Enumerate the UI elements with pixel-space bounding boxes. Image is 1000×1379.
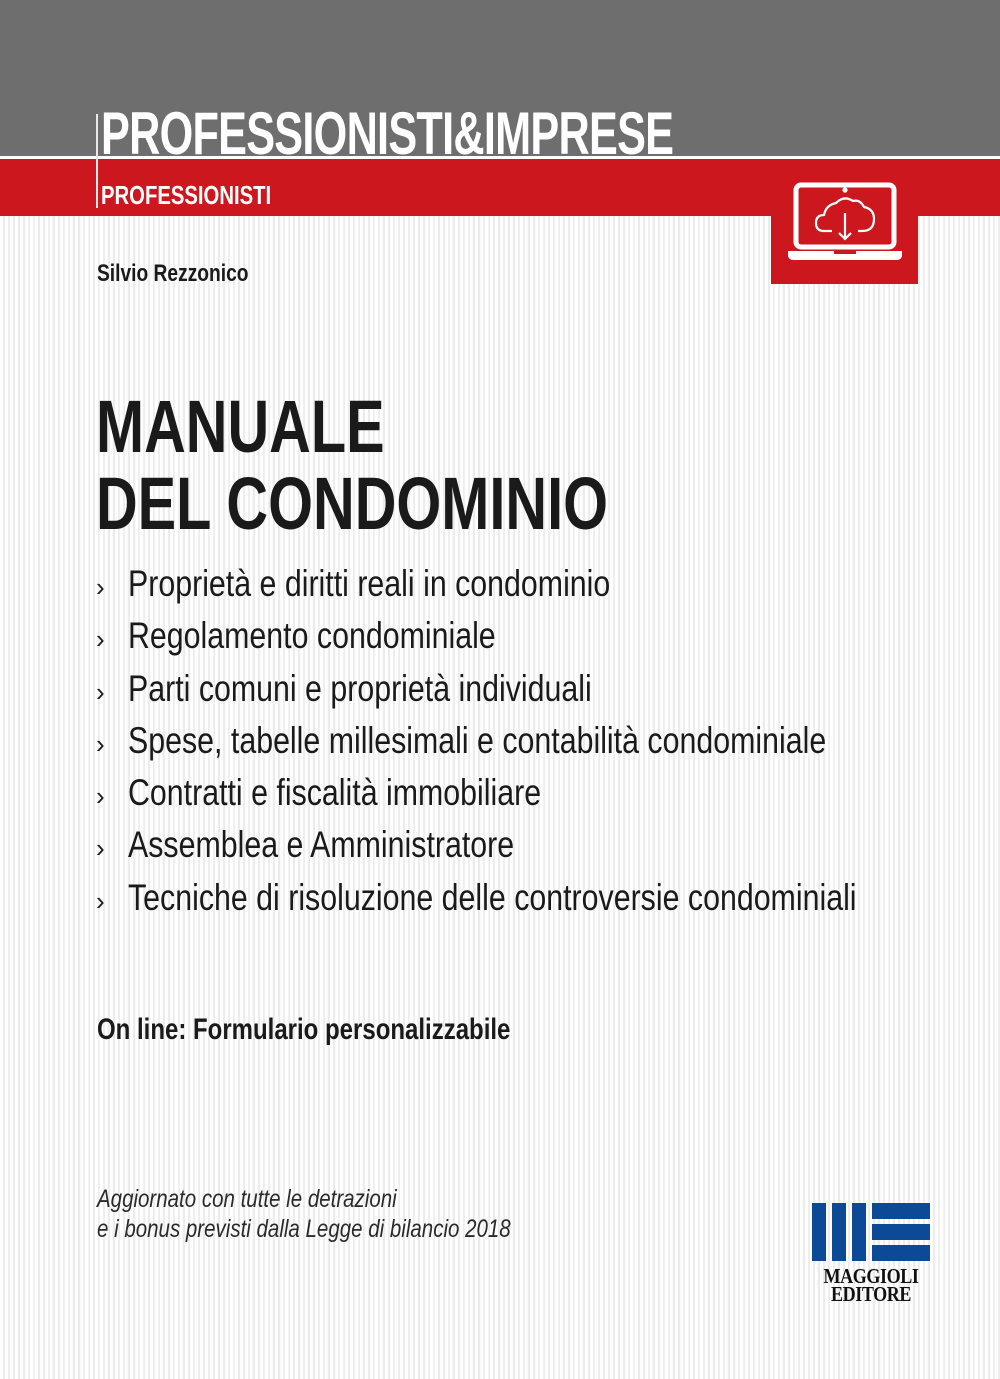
series-title: PROFESSIONISTI&IMPRESE bbox=[101, 100, 674, 167]
series-subtitle: PROFESSIONISTI bbox=[101, 180, 272, 210]
topic-text: Regolamento condominiale bbox=[128, 615, 496, 657]
header-vertical-rule bbox=[96, 114, 98, 208]
topic-item bbox=[96, 614, 1000, 666]
topic-item bbox=[96, 719, 1000, 771]
topic-text: Spese, tabelle millesimali e contabilità condominiale bbox=[128, 719, 827, 761]
topic-text: Parti comuni e proprietà individuali bbox=[128, 667, 592, 709]
topic-text: Tecniche di risoluzione delle controversie condominiali bbox=[128, 876, 857, 918]
topic-item bbox=[96, 771, 1000, 823]
topic-item bbox=[96, 562, 1000, 614]
chevron-right-icon: › bbox=[96, 833, 105, 864]
publisher-name-line-2: EDITORE bbox=[831, 1282, 911, 1306]
book-title-line-1: MANUALE bbox=[96, 385, 385, 468]
chevron-right-icon: › bbox=[96, 728, 105, 759]
topic-text: Assemblea e Amministratore bbox=[128, 824, 515, 866]
publisher-name-line-1: MAGGIOLI bbox=[823, 1264, 919, 1288]
book-title bbox=[96, 385, 609, 545]
update-note-line-1: Aggiornato con tutte le detrazioni bbox=[97, 1185, 397, 1213]
topic-item bbox=[96, 876, 1000, 928]
update-note bbox=[97, 1184, 511, 1244]
topic-text: Proprietà e diritti reali in condominio bbox=[128, 563, 611, 604]
chevron-right-icon: › bbox=[96, 676, 105, 707]
laptop-cloud-download-icon bbox=[786, 181, 904, 263]
topic-item bbox=[96, 823, 1000, 875]
update-note-line-2: e i bonus previsti dalla Legge di bilancio 2018 bbox=[97, 1215, 511, 1243]
online-download-badge bbox=[771, 159, 918, 284]
topic-item bbox=[96, 667, 1000, 719]
book-title-line-2: DEL CONDOMINIO bbox=[96, 462, 609, 545]
chevron-right-icon: › bbox=[96, 624, 105, 655]
publisher-logo bbox=[812, 1203, 930, 1306]
chevron-right-icon: › bbox=[96, 572, 105, 602]
author-name: Silvio Rezzonico bbox=[97, 260, 249, 287]
topic-text: Contratti e fiscalità immobiliare bbox=[128, 772, 542, 814]
chevron-right-icon: › bbox=[96, 781, 105, 812]
online-note: On line: Formulario personalizzabile bbox=[97, 1013, 511, 1046]
publisher-name bbox=[820, 1264, 921, 1306]
topics-list bbox=[96, 562, 1000, 928]
chevron-right-icon: › bbox=[96, 885, 105, 916]
maggioli-logo-icon bbox=[812, 1203, 930, 1261]
